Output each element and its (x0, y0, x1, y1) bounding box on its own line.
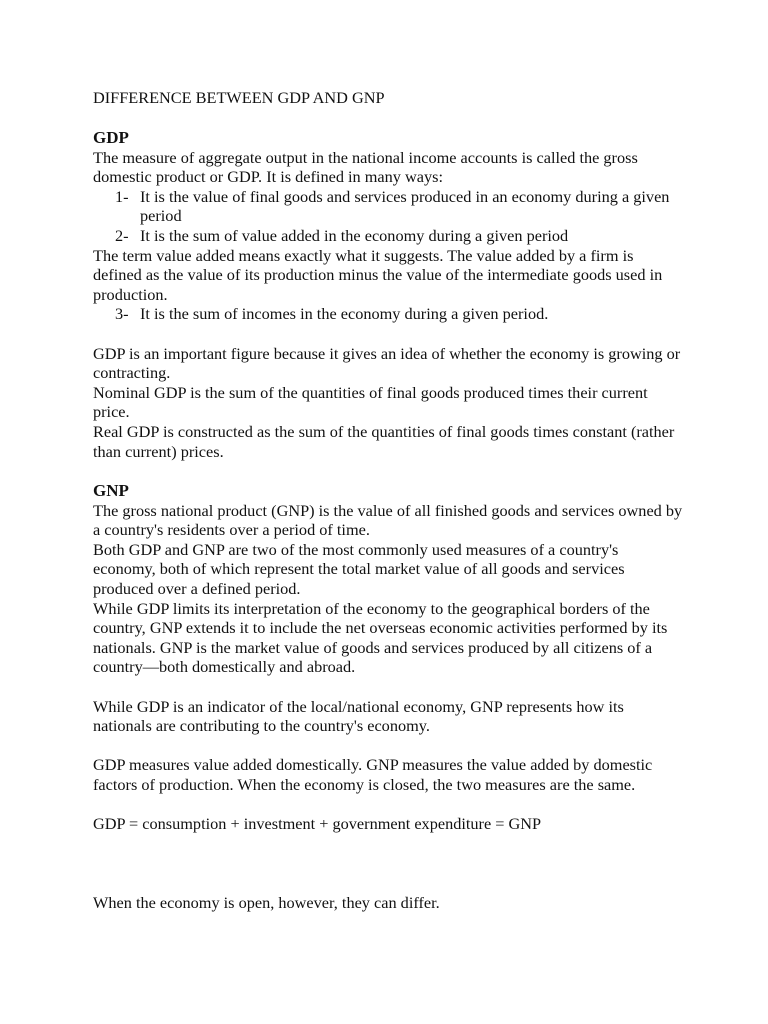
list-item-text: It is the sum of incomes in the economy during a given period. (140, 304, 549, 324)
gdp-definition-list-1 (93, 187, 683, 246)
value-added-comparison-paragraph: GDP measures value added domestically. GNP measures the value added by domestic factors of production. When the economy is closed, the two measures are the same. (93, 755, 653, 794)
gnp-heading: GNP (93, 480, 129, 500)
borders-paragraph: While GDP limits its interpretation of the economy to the geographical borders of the country, GNP extends it to include the net overseas economic activities performed by its nationals. GNP is the market value of goods and services produced by all citizens of a country—both domestically and abroad. (93, 598, 668, 677)
equation: GDP = consumption + investment + government expenditure = GNP (93, 814, 542, 834)
spacer (93, 834, 683, 854)
list-item (93, 187, 683, 226)
list-item-number: 2- (115, 225, 129, 245)
document-page (93, 88, 683, 912)
list-item-text: It is the sum of value added in the economy during a given period (140, 225, 569, 245)
real-gdp-paragraph: Real GDP is constructed as the sum of the quantities of final goods times constant (rather than current) prices. (93, 421, 675, 461)
gnp-section (93, 481, 683, 912)
spacer (93, 108, 683, 128)
spacer (93, 736, 683, 756)
gdp-importance-paragraph: GDP is an important figure because it gives an idea of whether the economy is growing or contracting. (93, 343, 681, 383)
spacer (93, 795, 683, 815)
document-title: DIFFERENCE BETWEEN GDP AND GNP (93, 88, 385, 107)
list-item (93, 226, 683, 246)
spacer (93, 873, 683, 893)
list-item (93, 304, 683, 324)
gdp-definition-list-2 (93, 304, 683, 324)
spacer (93, 677, 683, 697)
list-item-number: 3- (115, 304, 129, 324)
nominal-gdp-paragraph: Nominal GDP is the sum of the quantities of final goods produced times their current price. (93, 382, 648, 422)
spacer (93, 324, 683, 344)
value-added-paragraph: The term value added means exactly what it suggests. The value added by a firm is defined as the value of its production minus the value of the intermediate goods used in production. (93, 245, 663, 304)
indicator-paragraph: While GDP is an indicator of the local/national economy, GNP represents how its nationals are contributing to the country's economy. (93, 696, 624, 736)
gdp-section (93, 128, 683, 462)
list-item-text: It is the value of final goods and services produced in an economy during a given period (140, 186, 670, 226)
spacer (93, 853, 683, 873)
gdp-heading: GDP (93, 127, 129, 147)
gdp-intro-paragraph: The measure of aggregate output in the national income accounts is called the gross domestic product or GDP. It is defined in many ways: (93, 147, 638, 187)
gnp-definition-paragraph: The gross national product (GNP) is the value of all finished goods and services owned by a country's residents over a period of time. (93, 500, 683, 540)
list-item-number: 1- (115, 186, 129, 206)
closing-paragraph: When the economy is open, however, they can differ. (93, 892, 440, 912)
spacer (93, 461, 683, 481)
gdp-gnp-measures-paragraph: Both GDP and GNP are two of the most commonly used measures of a country's economy, both of which represent the total market value of all goods and services produced over a defined period. (93, 539, 625, 599)
